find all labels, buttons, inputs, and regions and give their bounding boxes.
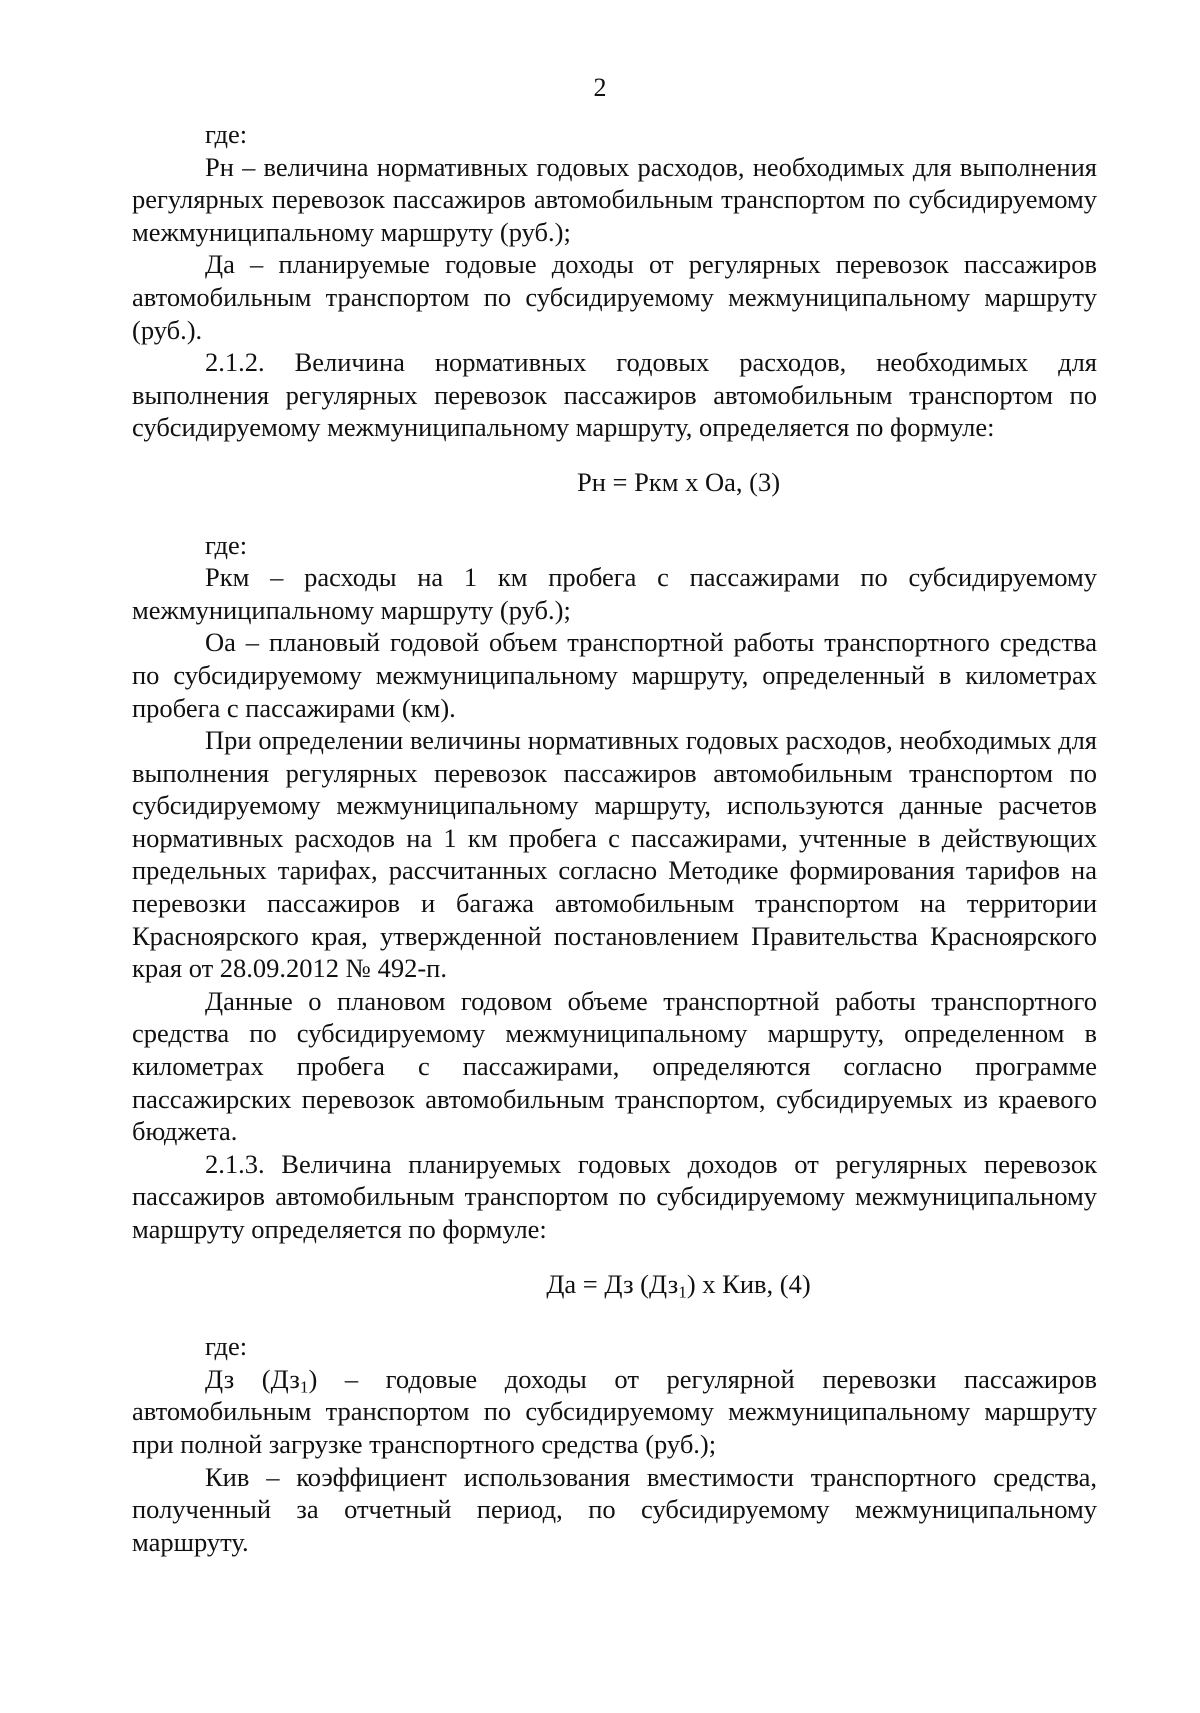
formula-4-subscript: 1	[678, 1281, 687, 1301]
formula-4-part-a: Да = Дз (Дз	[546, 1268, 679, 1299]
definition-rn: Рн – величина нормативных годовых расходов, необходимых для выполнения регулярных перевозок пассажиров автомобильным транспортом по субсидируемому межмуниципальному маршруту (руб.);	[132, 151, 1097, 247]
clause-2-1-2: 2.1.2. Величина нормативных годовых расходов, необходимых для выполнения регулярных перевозок пассажиров автомобильным транспортом по субсидируемому межмуниципальному маршруту, определяется по формуле:	[132, 347, 1097, 443]
where-label: где:	[205, 1331, 248, 1362]
clause-2-1-3: 2.1.3. Величина планируемых годовых доходов от регулярных перевозок пассажиров автомобильным транспортом по субсидируемому межмуниципальному маршруту определяется по формуле:	[132, 1148, 1097, 1244]
definition-rkm: Ркм – расходы на 1 км пробега с пассажирами по субсидируемому межмуниципальному маршруту (руб.);	[132, 562, 1097, 625]
definition-da: Да – планируемые годовые доходы от регулярных перевозок пассажиров автомобильным транспортом по субсидируемому межмуниципальному маршруту (руб.).	[132, 249, 1097, 345]
formula-4-part-b: ) х Кив, (4)	[686, 1268, 811, 1299]
paragraph-normative-expenses: При определении величины нормативных годовых расходов, необходимых для выполнения регулярных перевозок пассажиров автомобильным транспортом по субсидируемому межмуниципальному маршруту, используются данные расчетов нормативных расходов на 1 км пробега с пассажирами, учтенные в действующих предельных тарифах, рассчитанных согласно Методике формирования тарифов на перевозки пассажиров и багажа автомобильным транспортом на территории Красноярского края, утвержденной постановлением Правительства Красноярского края от 28.09.2012 № 492-п.	[132, 725, 1097, 984]
document-body	[132, 118, 1097, 1558]
paragraph-planned-volume: Данные о плановом годовом объеме транспортной работы транспортного средства по субсидируемому межмуниципальному маршруту, определенном в километрах пробега с пассажирами, определяются согласно программе пассажирских перевозок автомобильным транспортом, субсидируемых из краевого бюджета.	[132, 985, 1097, 1147]
definition-dz-subscript: 1	[299, 1377, 309, 1397]
definition-dz-part-a: Дз (Дз	[205, 1363, 300, 1394]
definition-dz	[132, 1363, 1097, 1461]
definition-oa: Оа – плановый годовой объем транспортной работы транспортного средства по субсидируемому межмуниципальному маршруту, определенный в километрах пробега с пассажирами (км).	[132, 627, 1097, 723]
page-number: 2	[593, 73, 607, 102]
formula-4	[132, 1268, 1097, 1301]
definition-kiv: Кив – коэффициент использования вместимости транспортного средства, полученный за отчетный период, по субсидируемому межмуниципальному маршруту.	[132, 1461, 1097, 1557]
where-label: где:	[205, 529, 248, 560]
definition-dz-part-b: ) – годовые доходы от регулярной перевозки пассажиров автомобильным транспортом по субсидируемому межмуниципальному маршруту при полной загрузке транспортного средства (руб.);	[132, 1363, 1098, 1459]
formula-3: Рн = Ркм х Оа, (3)	[576, 466, 781, 497]
where-label: где:	[205, 119, 248, 149]
